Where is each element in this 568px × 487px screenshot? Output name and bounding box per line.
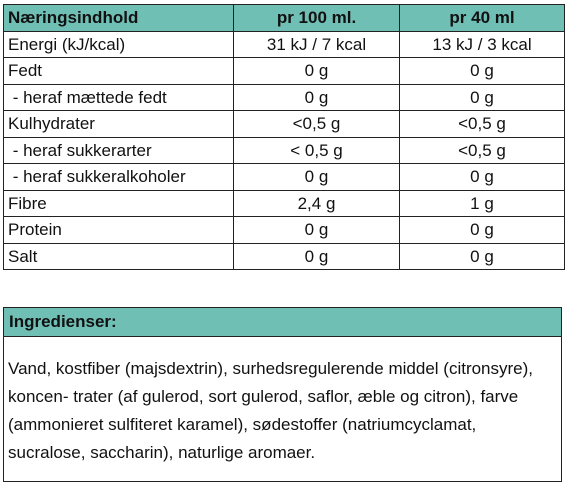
value-per-100ml: 0 g: [234, 84, 400, 111]
value-per-40ml: 0 g: [400, 164, 565, 191]
nutrient-name: - heraf mættede fedt: [4, 84, 234, 111]
nutrient-name: - heraf sukkerarter: [4, 137, 234, 164]
ingredients-text: Vand, kostfiber (majsdextrin), surhedsregulerende middel (citronsyre), koncen- trater (af gulerod, sort gulerod, saflor, æble og citron), farve (ammonieret sulfiteret karamel), sødestoffer (natriumcyclamat, sucralose, saccharin), naturlige aromaer.: [8, 359, 534, 462]
nutrient-name: Protein: [4, 217, 234, 244]
ingredients-box: [3, 307, 562, 482]
table-row: [4, 137, 565, 164]
nutrient-name: Fedt: [4, 58, 234, 85]
nutrition-table: [3, 4, 565, 270]
table-row: [4, 31, 565, 58]
value-per-40ml: 0 g: [400, 243, 565, 270]
value-per-100ml: <0,5 g: [234, 111, 400, 138]
value-per-40ml: 1 g: [400, 190, 565, 217]
table-row: [4, 111, 565, 138]
value-per-100ml: 0 g: [234, 58, 400, 85]
value-per-40ml: <0,5 g: [400, 137, 565, 164]
table-row: [4, 58, 565, 85]
table-row: [4, 164, 565, 191]
value-per-100ml: 0 g: [234, 217, 400, 244]
value-per-40ml: 0 g: [400, 217, 565, 244]
header-per-40ml: pr 40 ml: [400, 5, 565, 32]
nutrition-header-row: [4, 5, 565, 32]
ingredients-title: Ingredienser:: [4, 308, 561, 337]
table-row: [4, 190, 565, 217]
nutrient-name: Fibre: [4, 190, 234, 217]
value-per-40ml: <0,5 g: [400, 111, 565, 138]
nutrient-name: Energi (kJ/kcal): [4, 31, 234, 58]
value-per-40ml: 0 g: [400, 58, 565, 85]
value-per-100ml: 0 g: [234, 164, 400, 191]
table-row: [4, 84, 565, 111]
value-per-40ml: 13 kJ / 3 kcal: [400, 31, 565, 58]
value-per-40ml: 0 g: [400, 84, 565, 111]
value-per-100ml: 0 g: [234, 243, 400, 270]
table-row: [4, 217, 565, 244]
nutrient-name: Kulhydrater: [4, 111, 234, 138]
table-row: [4, 243, 565, 270]
value-per-100ml: 31 kJ / 7 kcal: [234, 31, 400, 58]
nutrient-name: Salt: [4, 243, 234, 270]
header-nutrient: Næringsindhold: [4, 5, 234, 32]
value-per-100ml: < 0,5 g: [234, 137, 400, 164]
value-per-100ml: 2,4 g: [234, 190, 400, 217]
header-per-100ml: pr 100 ml.: [234, 5, 400, 32]
nutrient-name: - heraf sukkeralkoholer: [4, 164, 234, 191]
